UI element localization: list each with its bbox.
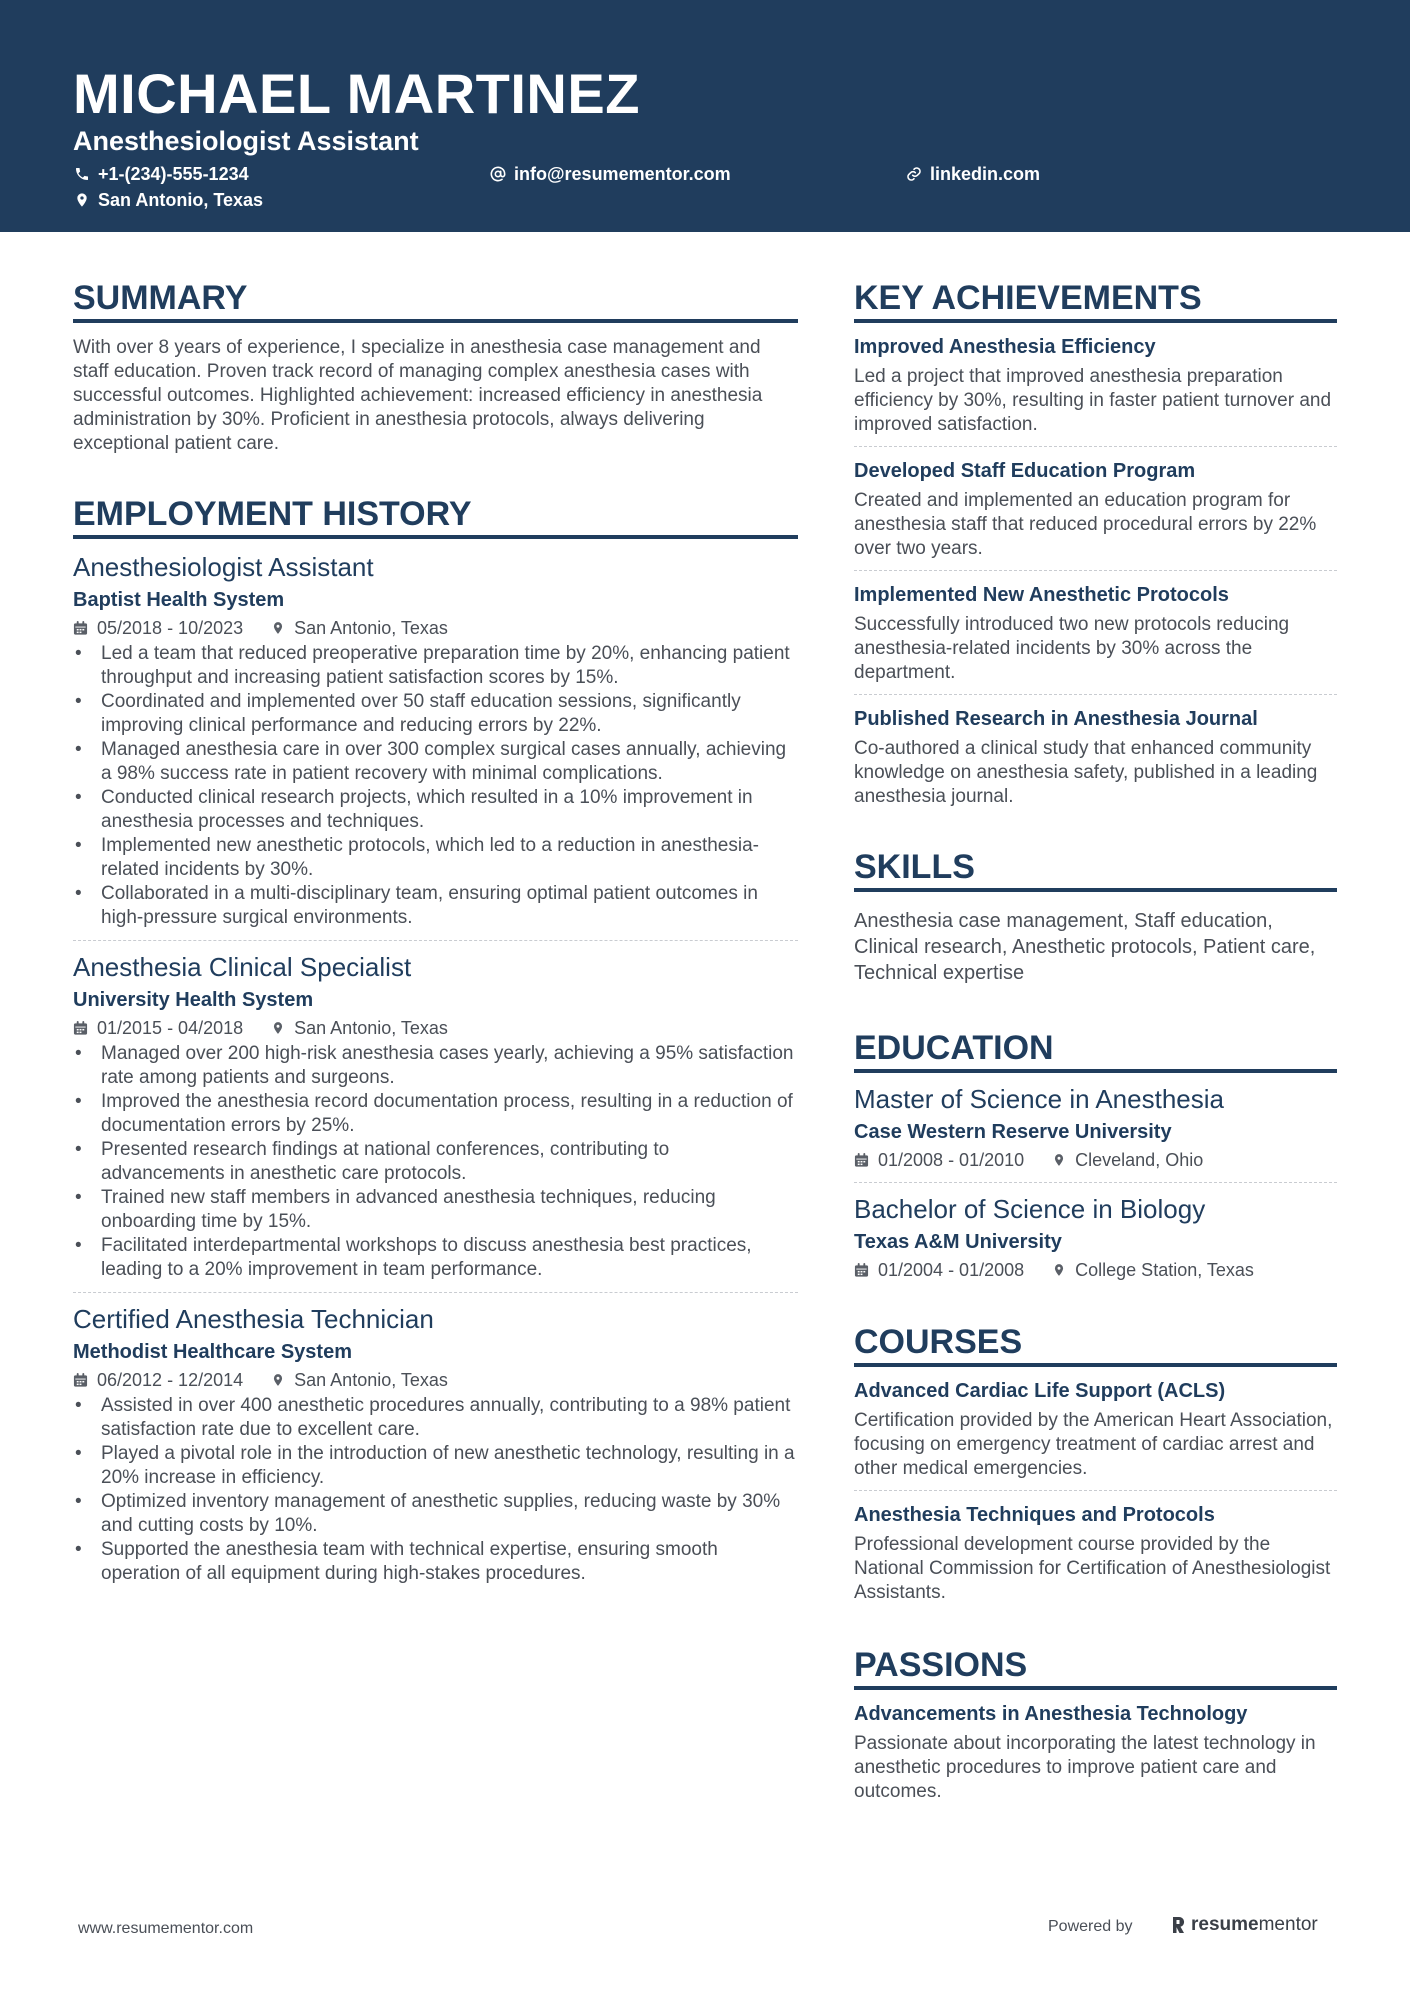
footer-powered-by: Powered by [1048,1918,1133,1935]
passion-title: Advancements in Anesthesia Technology [854,1703,1248,1725]
job-location-wrap [271,616,448,640]
phone-text[interactable]: +1-(234)-555-1234 [98,164,249,184]
employment-heading: EMPLOYMENT HISTORY [73,494,798,539]
job-location-wrap [271,1016,448,1040]
passion-item [854,1701,1337,1804]
resumementor-logo[interactable] [1170,1913,1318,1937]
job-dates: 06/2012 - 12/2014 [97,1370,244,1390]
school-name: Texas A&M University [854,1231,1062,1253]
skills-text: Anesthesia case management, Staff education, Clinical research, Anesthetic protocols, Patient care, Technical expertise [854,910,1316,984]
map-pin-icon [74,192,90,208]
job-dates: 01/2015 - 04/2018 [97,1018,244,1038]
divider [854,1182,1337,1183]
map-pin-icon [271,620,285,636]
job-entry [73,551,798,930]
achievement-title: Improved Anesthesia Efficiency [854,336,1156,358]
degree-title: Bachelor of Science in Biology [854,1194,1206,1224]
job-bullet: • Managed anesthesia care in over 300 complex surgical cases annually, achieving a 98% success rate in patient recovery with minimal complications. [73,738,798,786]
achievement-text: Led a project that improved anesthesia preparation efficiency by 30%, resulting in faster patient turnover and improved satisfaction. [854,366,1332,435]
logo-text-light: mentor [1258,1914,1318,1935]
course-title: Advanced Cardiac Life Support (ACLS) [854,1380,1226,1402]
course-item [854,1502,1337,1605]
job-dates: 05/2018 - 10/2023 [97,618,244,638]
achievement-title: Developed Staff Education Program [854,460,1196,482]
job-bullet: • Played a pivotal role in the introduction of new anesthetic technology, resulting in a 20% increase in efficiency. [73,1442,798,1490]
achievements-heading: KEY ACHIEVEMENTS [854,278,1337,323]
course-text: Professional development course provided by the National Commission for Certification of Anesthesiologist Assistants. [854,1534,1331,1603]
map-pin-icon [1052,1262,1066,1278]
education-item [854,1083,1337,1172]
job-title: Anesthesiologist Assistant [73,552,374,582]
job-company: Methodist Healthcare System [73,1341,352,1363]
map-pin-icon [271,1020,285,1036]
job-bullet: • Presented research findings at national conferences, contributing to advancements in anesthetic care protocols. [73,1138,798,1186]
job-bullets [73,1042,798,1282]
candidate-name: MICHAEL MARTINEZ [73,62,640,125]
divider [854,694,1337,695]
education-location: College Station, Texas [1075,1260,1254,1280]
job-bullet: • Coordinated and implemented over 50 staff education sessions, significantly improving clinical performance and reducing errors by 22%. [73,690,798,738]
map-pin-icon [271,1372,285,1388]
divider [854,570,1337,571]
achievement-item [854,334,1337,437]
course-text: Certification provided by the American Heart Association, focusing on emergency treatment of cardiac arrest and other medical emergencies. [854,1410,1333,1479]
education-location-wrap [1052,1148,1203,1172]
degree-title: Master of Science in Anesthesia [854,1084,1224,1114]
achievement-text: Successfully introduced two new protocols reducing anesthesia-related incidents by 30% across the department. [854,614,1290,683]
job-location: San Antonio, Texas [294,618,448,638]
summary-heading: SUMMARY [73,278,798,323]
map-pin-icon [1052,1152,1066,1168]
school-name: Case Western Reserve University [854,1121,1172,1143]
job-bullet: • Supported the anesthesia team with technical expertise, ensuring smooth operation of all equipment during high-stakes procedures. [73,1538,798,1586]
divider [73,1292,798,1293]
phone-icon [74,166,90,182]
job-bullet: • Assisted in over 400 anesthetic procedures annually, contributing to a 98% patient satisfaction rate due to excellent care. [73,1394,798,1442]
skills-heading: SKILLS [854,847,1337,892]
achievement-item [854,706,1337,809]
passions-heading: PASSIONS [854,1645,1337,1690]
job-title: Anesthesia Clinical Specialist [73,952,412,982]
calendar-icon [73,1372,88,1388]
candidate-title: Anesthesiologist Assistant [73,126,419,156]
job-location: San Antonio, Texas [294,1018,448,1038]
job-company: University Health System [73,989,314,1011]
resume-header [0,0,1410,232]
right-column [854,278,1337,1804]
job-bullet: • Managed over 200 high-risk anesthesia cases yearly, achieving a 95% satisfaction rate among patients and surgeons. [73,1042,798,1090]
job-bullets [73,642,798,930]
calendar-icon [73,1020,88,1036]
achievement-text: Co-authored a clinical study that enhanced community knowledge on anesthesia safety, published in a leading anesthesia journal. [854,738,1318,807]
job-location: San Antonio, Texas [294,1370,448,1390]
job-meta [73,1016,798,1040]
education-heading: EDUCATION [854,1028,1337,1073]
email-link[interactable]: info@resumementor.com [514,164,731,184]
job-bullets [73,1394,798,1586]
divider [854,1490,1337,1491]
job-entry [73,951,798,1282]
logo-text-bold: resume [1191,1914,1259,1935]
course-title: Anesthesia Techniques and Protocols [854,1504,1215,1526]
achievement-text: Created and implemented an education program for anesthesia staff that reduced procedural errors by 22% over two years. [854,490,1317,559]
job-bullet: • Improved the anesthesia record documentation process, resulting in a reduction of documentation errors by 25%. [73,1090,798,1138]
achievement-title: Published Research in Anesthesia Journal [854,708,1258,730]
contact-phone [74,162,249,186]
job-bullet: • Trained new staff members in advanced anesthesia techniques, reducing onboarding time by 15%. [73,1186,798,1234]
education-meta [854,1148,1337,1172]
linkedin-link[interactable]: linkedin.com [930,164,1041,184]
education-location-wrap [1052,1258,1254,1282]
job-bullet: • Led a team that reduced preoperative preparation time by 20%, enhancing patient throughput and increasing patient satisfaction scores by 15%. [73,642,798,690]
contact-linkedin [906,162,1040,186]
calendar-icon [73,620,88,636]
education-dates: 01/2008 - 01/2010 [878,1150,1025,1170]
calendar-icon [854,1262,869,1278]
achievement-title: Implemented New Anesthetic Protocols [854,584,1229,606]
education-dates: 01/2004 - 01/2008 [878,1260,1025,1280]
logo-mark-icon [1170,1916,1186,1934]
calendar-icon [854,1152,869,1168]
achievement-item [854,582,1337,685]
job-bullet: • Implemented new anesthetic protocols, which led to a reduction in anesthesia-related incidents by 30%. [73,834,798,882]
at-sign-icon [490,166,506,182]
summary-text: With over 8 years of experience, I specialize in anesthesia case management and staff education. Proven track record of managing complex anesthesia cases with successful outcomes. Highlighted achievement: increased efficiency in anesthesia administration by 30%. Proficient in anesthesia protocols, always delivering exceptional patient care. [73,337,763,454]
divider [73,940,798,941]
education-item [854,1193,1337,1282]
job-bullet: • Collaborated in a multi-disciplinary team, ensuring optimal patient outcomes in high-pressure surgical environments. [73,882,798,930]
job-bullet: • Facilitated interdepartmental workshops to discuss anesthesia best practices, leading to a 20% improvement in team performance. [73,1234,798,1282]
job-company: Baptist Health System [73,589,285,611]
passion-text: Passionate about incorporating the latest technology in anesthetic procedures to improve patient care and outcomes. [854,1733,1316,1802]
achievement-item [854,458,1337,561]
location-text: San Antonio, Texas [98,190,264,210]
job-bullet: • Optimized inventory management of anesthetic supplies, reducing waste by 30% and cutting costs by 10%. [73,1490,798,1538]
job-bullet: • Conducted clinical research projects, which resulted in a 10% improvement in anesthesia processes and techniques. [73,786,798,834]
courses-heading: COURSES [854,1322,1337,1367]
job-location-wrap [271,1368,448,1392]
job-title: Certified Anesthesia Technician [73,1304,434,1334]
divider [854,446,1337,447]
education-location: Cleveland, Ohio [1075,1150,1204,1170]
job-meta [73,616,798,640]
contact-email [490,162,731,186]
job-meta [73,1368,798,1392]
footer-website[interactable]: www.resumementor.com [78,1920,254,1937]
education-meta [854,1258,1337,1282]
contact-location [74,188,263,212]
course-item [854,1378,1337,1481]
link-icon [906,166,922,182]
left-column [73,278,798,1586]
job-entry [73,1303,798,1586]
